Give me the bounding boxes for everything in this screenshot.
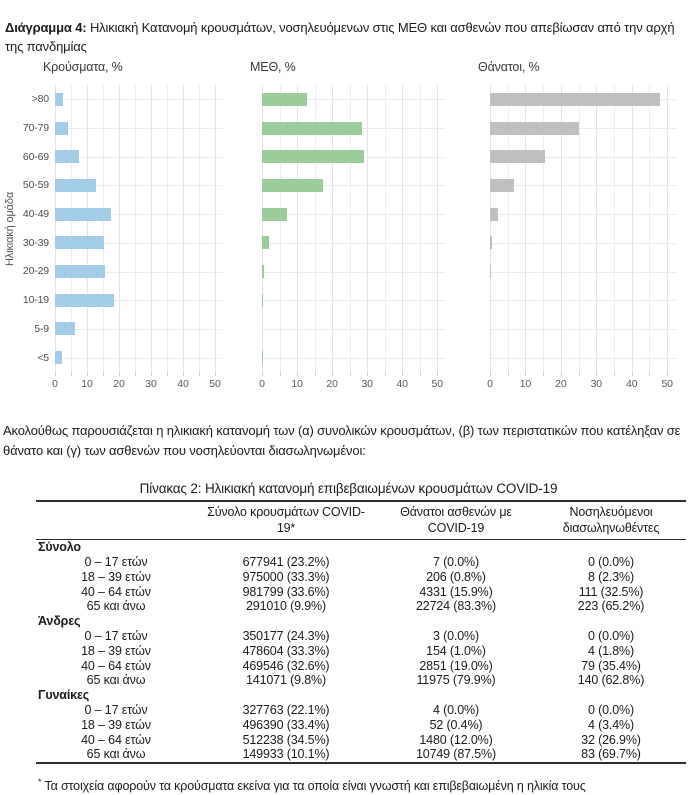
bar-30-39: [262, 236, 269, 249]
figure-label: Διάγραμμα 4:: [5, 20, 87, 35]
section-women: [36, 688, 686, 703]
x-tick-label: 0: [52, 378, 58, 390]
bar->80: [262, 93, 307, 106]
deaths-value: 3 (0.0%): [432, 629, 480, 644]
axis-tickmark: [103, 372, 104, 376]
x-tick-label: 50: [431, 378, 443, 390]
age-group-tick: 50-59: [22, 179, 49, 192]
chart-icu-plot: [262, 85, 446, 372]
header-intubated: Νοσηλευόμενοι διασωληνωθέντες: [562, 505, 660, 535]
cases-value: 291010 (9.9%): [245, 599, 327, 614]
axis-tickmark: [119, 372, 120, 376]
bar-50-59: [490, 179, 514, 192]
intubated-value: 32 (26.9%): [581, 732, 641, 747]
intubated-value: 79 (35.4%): [581, 658, 641, 673]
intubated-value: 83 (69.7%): [581, 747, 641, 762]
chart-deaths-title: Θάνατοι, %: [478, 60, 540, 74]
table-row: [36, 673, 686, 688]
row-gridline: [490, 185, 676, 186]
bar->80: [55, 93, 63, 106]
bar-<5: [55, 351, 62, 364]
x-tick-label: 0: [487, 378, 493, 390]
axis-tickmark: [649, 372, 650, 376]
deaths-value: 4 (0.0%): [432, 703, 480, 718]
deaths-value: 154 (1.0%): [426, 643, 486, 658]
axis-tickmark: [543, 372, 544, 376]
cases-value: 512238 (34.5%): [242, 732, 330, 747]
chart-deaths-plot: [490, 85, 676, 372]
bar-20-29: [55, 265, 105, 278]
table-row: [36, 629, 686, 644]
table-row: [36, 585, 686, 600]
table-row: [36, 718, 686, 733]
intubated-value: 223 (65.2%): [577, 599, 645, 614]
y-axis-title: Ηλικιακή ομάδα: [4, 191, 16, 266]
axis-tickmark: [199, 372, 200, 376]
age-group-tick: 60-69: [22, 150, 49, 163]
bar-50-59: [262, 179, 323, 192]
deaths-value: 4331 (15.9%): [419, 584, 493, 599]
cases-table: [36, 500, 686, 764]
age-group-label: 18 – 39 ετών: [81, 569, 151, 584]
row-gridline: [262, 243, 446, 244]
table-row: [36, 644, 686, 659]
deaths-value: 7 (0.0%): [432, 555, 480, 570]
bar-70-79: [262, 122, 362, 135]
table-row: [36, 599, 686, 614]
section-men: [36, 614, 686, 629]
figure-caption-text: Ηλικιακή Κατανομή κρουσμάτων, νοσηλευόμενων στις ΜΕΘ και ασθενών που απεβίωσαν από την αρχή της πανδημίας: [5, 20, 675, 54]
cases-value: 469546 (32.6%): [242, 658, 330, 673]
age-group-tick: >80: [31, 93, 49, 106]
bar-<5: [262, 351, 263, 364]
row-gridline: [262, 272, 446, 273]
axis-tickmark: [614, 372, 615, 376]
x-tick-label: 40: [626, 378, 638, 390]
age-group-label: 65 και άνω: [86, 599, 146, 614]
age-group-label: 40 – 64 ετών: [81, 584, 151, 599]
axis-tickmark: [135, 372, 136, 376]
age-group-tick: 10-19: [22, 294, 49, 307]
age-group-label: 18 – 39 ετών: [81, 643, 151, 658]
x-tick-label: 50: [209, 378, 221, 390]
axis-tickmark: [525, 372, 526, 376]
axis-tickmark: [596, 372, 597, 376]
axis-tickmark: [167, 372, 168, 376]
cases-value: 327763 (22.1%): [242, 703, 330, 718]
x-tick-label: 20: [326, 378, 338, 390]
chart-icu-x-axis: [259, 378, 446, 392]
bar-70-79: [490, 122, 579, 135]
deaths-value: 2851 (19.0%): [419, 658, 493, 673]
bar-50-59: [55, 179, 96, 192]
axis-tickmark: [667, 372, 668, 376]
axis-tickmark: [183, 372, 184, 376]
section-header: Άνδρες: [38, 614, 81, 629]
table-row: [36, 747, 686, 763]
bar-70-79: [55, 122, 68, 135]
cases-value: 496390 (33.4%): [242, 717, 330, 732]
header-total-cases: Σύνολο κρουσμάτων COVID-19*: [207, 505, 365, 535]
row-gridline: [490, 214, 676, 215]
x-tick-label: 30: [590, 378, 602, 390]
deaths-value: 206 (0.8%): [426, 569, 486, 584]
bar-10-19: [55, 294, 114, 307]
x-tick-label: 0: [259, 378, 265, 390]
header-deaths: Θάνατοι ασθενών με COVID-19: [400, 505, 512, 535]
x-tick-label: 50: [661, 378, 673, 390]
axis-tickmark: [71, 372, 72, 376]
bar-20-29: [490, 265, 491, 278]
row-gridline: [55, 329, 223, 330]
x-tick-label: 10: [291, 378, 303, 390]
cases-value: 141071 (9.8%): [245, 673, 327, 688]
axis-tickmark: [367, 372, 368, 376]
cases-table-wrapper: [36, 500, 686, 764]
bar-40-49: [55, 208, 111, 221]
age-group-label: 65 και άνω: [86, 747, 146, 762]
axis-tickmark: [632, 372, 633, 376]
header-empty-cell: [36, 501, 196, 540]
age-group-label: 0 – 17 ετών: [84, 555, 148, 570]
axis-tickmark: [561, 372, 562, 376]
age-group-tick: <5: [37, 351, 49, 364]
figure-caption: [5, 19, 693, 57]
chart-icu-tickmarks: [262, 372, 446, 377]
age-group-label: 0 – 17 ετών: [84, 629, 148, 644]
intubated-value: 0 (0.0%): [587, 555, 635, 570]
bar-10-19: [262, 294, 263, 307]
x-tick-label: 10: [519, 378, 532, 390]
cases-value: 149933 (10.1%): [242, 747, 330, 762]
chart-cases-title: Κρούσματα, %: [43, 60, 123, 74]
row-gridline: [55, 358, 223, 359]
axis-tickmark: [215, 372, 216, 376]
cases-value: 677941 (23.2%): [242, 555, 330, 570]
table-row: [36, 703, 686, 718]
chart-cases: [43, 60, 223, 395]
chart-icu-title: ΜΕΘ, %: [250, 60, 296, 74]
chart-deaths-x-axis: [487, 378, 676, 392]
row-gridline: [55, 99, 223, 100]
age-group-tick: 70-79: [22, 122, 49, 135]
intubated-value: 4 (3.4%): [587, 717, 635, 732]
intubated-value: 4 (1.8%): [587, 643, 635, 658]
axis-tickmark: [297, 372, 298, 376]
section-header: Γυναίκες: [38, 688, 90, 703]
cases-value: 478604 (33.3%): [242, 643, 330, 658]
deaths-value: 11975 (79.9%): [416, 673, 496, 688]
age-group-label: 0 – 17 ετών: [84, 703, 148, 718]
table-row: [36, 659, 686, 674]
chart-cases-x-axis: [52, 378, 223, 392]
axis-tickmark: [350, 372, 351, 376]
chart-cases-plot: [55, 85, 223, 372]
age-group-tick: 30-39: [22, 236, 49, 249]
row-gridline: [490, 243, 676, 244]
row-gridline: [490, 272, 676, 273]
bar-40-49: [490, 208, 498, 221]
row-gridline: [490, 300, 676, 301]
bar->80: [490, 93, 660, 106]
deaths-value: 10749 (87.5%): [415, 747, 497, 762]
age-group-tick: 20-29: [22, 265, 49, 278]
table-title: Πίνακας 2: Ηλικιακή κατανομή επιβεβαιωμένων κρουσμάτων COVID-19: [139, 480, 558, 496]
bar-40-49: [262, 208, 287, 221]
row-gridline: [490, 358, 676, 359]
bar-5-9: [55, 322, 75, 335]
table-footnote: [38, 777, 586, 793]
cases-value: 981799 (33.6%): [242, 584, 330, 599]
cases-value: 350177 (24.3%): [242, 629, 330, 644]
axis-tickmark: [151, 372, 152, 376]
row-gridline: [262, 358, 446, 359]
table-row: [36, 570, 686, 585]
section-header: Σύνολο: [38, 540, 81, 555]
axis-tickmark: [579, 372, 580, 376]
row-gridline: [262, 300, 446, 301]
footnote-text: Τα στοιχεία αφορούν τα κρούσματα εκείνα για τα οποία είναι γνωστή και επιβεβαιωμένη η ηλικία τους: [41, 778, 586, 793]
age-group-label: 40 – 64 ετών: [81, 732, 151, 747]
axis-tickmark: [508, 372, 509, 376]
intro-paragraph: Ακολούθως παρουσιάζεται η ηλικιακή κατανομή των (α) συνολικών κρουσμάτων, (β) των περιστατικών που κατέληξαν σε θάνατο και (γ) των ασθενών που νοσηλεύονται διασωληνωμένοι:: [3, 423, 681, 458]
age-group-tick: 5-9: [34, 322, 49, 335]
row-gridline: [262, 329, 446, 330]
age-group-label: 65 και άνω: [86, 673, 146, 688]
bar-60-69: [55, 150, 79, 163]
intubated-value: 111 (32.5%): [578, 584, 644, 599]
chart-icu: [250, 60, 446, 395]
axis-tickmark: [315, 372, 316, 376]
axis-tickmark: [402, 372, 403, 376]
chart-deaths-tickmarks: [490, 372, 676, 377]
x-tick-label: 40: [177, 378, 189, 390]
age-distribution-charts: [0, 60, 697, 395]
intubated-value: 140 (62.8%): [577, 673, 645, 688]
x-tick-label: 30: [361, 378, 373, 390]
row-gridline: [55, 128, 223, 129]
axis-tickmark: [332, 372, 333, 376]
row-gridline: [262, 214, 446, 215]
bar-60-69: [262, 150, 364, 163]
axis-tickmark: [87, 372, 88, 376]
footnote-asterisk: *: [38, 776, 42, 787]
axis-tickmark: [385, 372, 386, 376]
age-group-axis: [18, 85, 49, 372]
x-tick-label: 20: [555, 378, 567, 390]
bar-20-29: [262, 265, 264, 278]
bar-30-39: [55, 236, 104, 249]
age-group-label: 40 – 64 ετών: [81, 658, 151, 673]
age-group-label: 18 – 39 ετών: [81, 717, 151, 732]
age-group-tick: 40-49: [22, 208, 49, 221]
deaths-value: 1480 (12.0%): [419, 732, 493, 747]
intubated-value: 8 (2.3%): [587, 569, 635, 584]
section-total: [36, 540, 686, 555]
bar-60-69: [490, 150, 545, 163]
intubated-value: 0 (0.0%): [587, 703, 635, 718]
row-gridline: [490, 329, 676, 330]
axis-tickmark: [420, 372, 421, 376]
axis-tickmark: [280, 372, 281, 376]
axis-tickmark: [55, 372, 56, 376]
x-tick-label: 20: [113, 378, 125, 390]
deaths-value: 52 (0.4%): [429, 717, 483, 732]
bar-30-39: [490, 236, 492, 249]
table-row: [36, 733, 686, 748]
x-tick-label: 30: [145, 378, 157, 390]
cases-value: 975000 (33.3%): [242, 569, 330, 584]
axis-tickmark: [490, 372, 491, 376]
row-gridline: [55, 157, 223, 158]
table-header-row: [36, 501, 686, 540]
x-tick-label: 40: [396, 378, 408, 390]
chart-deaths: [478, 60, 676, 395]
table-row: [36, 555, 686, 570]
axis-tickmark: [262, 372, 263, 376]
axis-tickmark: [437, 372, 438, 376]
deaths-value: 22724 (83.3%): [415, 599, 497, 614]
intubated-value: 0 (0.0%): [587, 629, 635, 644]
chart-cases-tickmarks: [55, 372, 223, 377]
x-tick-label: 10: [81, 378, 93, 390]
